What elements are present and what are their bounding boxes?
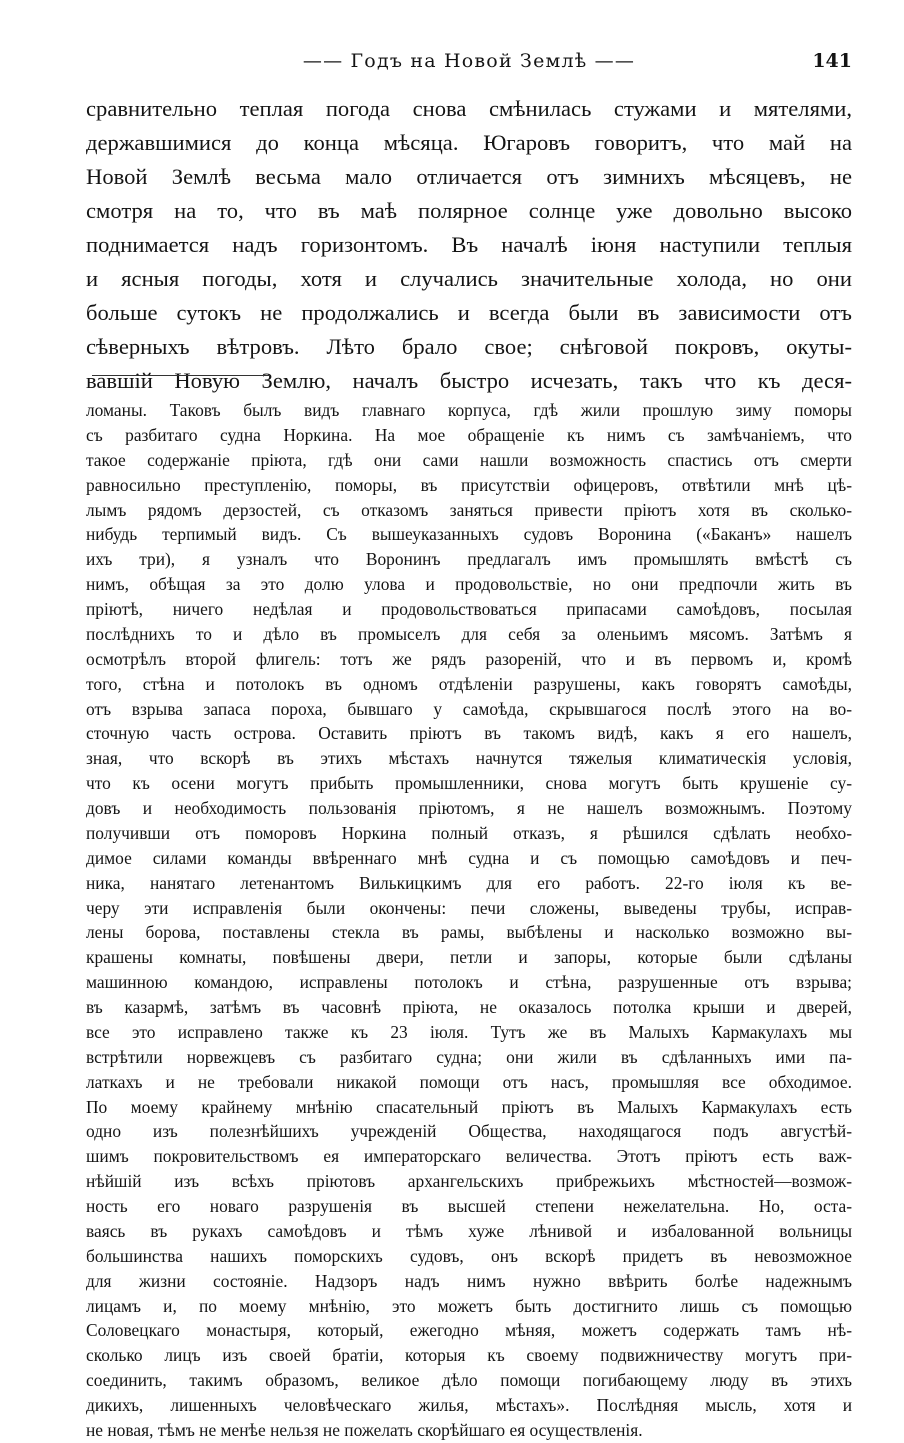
footnote-line: ломаны. Таковъ былъ видъ главнаго корпуса, гдѣ жили прошлую зиму поморы [86,400,852,420]
page-number: 141 [812,50,852,72]
main-text-line: смотря на то, что въ маѣ полярное солнце уже довольно высоко [86,198,852,223]
running-title: —— Годъ на Новой Землѣ —— [302,50,636,72]
footnote-line: черу эти исправленія были окончены: печи сложены, выведены трубы, исправ- [86,897,852,918]
footnote-line: нибудь терпимый видъ. Съ вышеуказанныхъ судовъ Воронина («Баканъ» нашелъ [86,524,852,545]
footnote-line: крашены комнаты, повѣшены двери, петли и запоры, которые были сдѣланы [86,947,852,968]
footnote-line: лицамъ и, по моему мнѣнію, это можетъ быть достигнито лишь съ помощью [86,1295,852,1316]
footnote-line: послѣднихъ то и дѣло въ промыселъ для себя за оленьимъ мясомъ. Затѣмъ я [86,623,852,644]
main-text-line: больше сутокъ не продолжались и всегда были въ зависимости отъ [86,300,852,325]
footnote-line: латкахъ и не требовали никакой помощи отъ насъ, промышляя все обходимое. [86,1071,852,1092]
footnote-line: съ разбитаго судна Норкина. На мое обращеніе къ нимъ съ замѣчаніемъ, что [86,424,852,445]
footnote-line: зная, что вскорѣ въ этихъ мѣстахъ начнутся тяжелыя климатическія условія, [86,748,852,769]
footnote-line: что къ осени могутъ прибыть промышленники, снова могутъ быть крушеніе су- [86,773,852,794]
footnote-line: для жизни состояніе. Надзоръ надъ нимъ нужно ввѣрить болѣе надежнымъ [86,1270,852,1291]
main-text-line: Новой Землѣ весьма мало отличается отъ зимнихъ мѣсяцевъ, не [86,164,852,189]
footnote-line: въ казармѣ, затѣмъ въ часовнѣ пріюта, не оказалось потолка крыши и дверей, [86,997,852,1017]
footnote-line: получивши отъ поморовъ Норкина полный отказъ, я рѣшился сдѣлать необхо- [86,822,852,843]
footnote-line: того, стѣна и потолокъ въ одномъ отдѣленіи разрушены, какъ говорятъ самоѣды, [86,673,852,694]
footnote-line: отъ взрыва запаса пороха, бывшаго у самоѣда, скрывшагося послѣ этого на во- [86,698,852,719]
footnote-line: сточную часть острова. Оставить пріютъ въ такомъ видѣ, какъ я его нашелъ, [86,723,852,744]
main-text-line: сравнительно теплая погода снова смѣнилась стужами и мятелями, [86,96,852,121]
footnote-line: осмотрѣлъ второй флигель: тотъ же рядъ разореній, что и въ первомъ и, кромѣ [86,648,852,669]
footnote-line: нѣйшій изъ всѣхъ пріютовъ архангельскихъ прибрежьихъ мѣстностей—возмож- [86,1171,852,1192]
footnote-line: дикихъ, лишенныхъ человѣческаго жилья, мѣстахъ». Послѣдняя мысль, хотя и [86,1395,852,1415]
footnote-line: встрѣтили норвежцевъ съ разбитаго судна; они жили въ сдѣланныхъ ими па- [86,1046,852,1067]
footnote-line: лымъ рядомъ дерзостей, съ отказомъ заняться привести пріютъ хотя въ сколько- [86,499,852,520]
footnote-line: одно изъ полезнѣйшихъ учрежденій Общества, находящагося подъ августѣй- [86,1121,852,1142]
footnote-line: нимъ, обѣщая за это долю улова и продовольствіе, но они предпочли жить въ [86,574,852,595]
main-text-line: вавшій Новую Землю, началъ быстро исчезать, такъ что къ деся- [86,368,852,393]
footnote-line: По моему крайнему мнѣнію спасательный пріютъ въ Малыхъ Кармакулахъ есть [86,1096,852,1117]
main-text-line: сѣверныхъ вѣтровъ. Лѣто брало свое; снѣговой покровъ, окуты- [86,334,852,359]
footnote-line: соединить, такимъ образомъ, великое дѣло помощи погибающему люду въ этихъ [86,1370,852,1391]
footnote-separator [92,375,270,376]
footnote-line: ихъ три), я узналъ что Воронинъ предлагалъ имъ промышлять вмѣстѣ съ [86,549,852,570]
footnote-line: ность его новаго разрушенія въ высшей степени нежелательна. Но, оста- [86,1196,852,1216]
footnote-line: все это исправлено также къ 23 іюля. Тутъ же въ Малыхъ Кармакулахъ мы [86,1021,852,1042]
footnote-line: ваясь въ рукахъ самоѣдовъ и тѣмъ хуже лѣнивой и избалованной вольницы [86,1220,852,1241]
footnote-line: лены борова, поставлены стекла въ рамы, выбѣлены и насколько возможно вы- [86,922,852,943]
running-header [86,50,852,80]
footnote-line: Соловецкаго монастыря, который, ежегодно мѣняя, можетъ содержать тамъ нѣ- [86,1320,852,1341]
footnote-line: шимъ покровительствомъ ея императорскаго величества. Этотъ пріютъ есть важ- [86,1146,852,1167]
footnote-line: такое содержаніе пріюта, гдѣ они сами нашли возможность спастись отъ смерти [86,449,852,470]
footnote-line: машинною командою, исправлены потолокъ и стѣна, разрушенные отъ взрыва; [86,972,852,993]
footnote-line: димое силами команды ввѣреннаго мнѣ судна и съ помощью самоѣдовъ и печ- [86,847,852,868]
footnote-line: равносильно преступленію, поморы, въ присутствіи офицеровъ, отвѣтили мнѣ цѣ- [86,474,852,495]
main-text-line: и ясныя погоды, хотя и случались значительные холода, но они [86,266,852,291]
footnote-line: довъ и необходимость пользованія пріютомъ, я не нашелъ возможнымъ. Поэтому [86,798,852,818]
main-text-line: державшимися до конца мѣсяца. Югаровъ говоритъ, что май на [86,130,852,155]
main-text-block [86,92,852,398]
footnote-line: сколько лицъ изъ своей братіи, которыя къ своему подвижничеству могутъ при- [86,1345,852,1366]
footnote-line: не новая, тѣмъ не менѣе нельзя не пожелать скорѣйшаго ея осуществленія. [86,1419,643,1440]
footnote-line: большинства нашихъ поморскихъ судовъ, онъ вскорѣ придетъ въ невозможное [86,1245,852,1266]
footnote-line: пріютѣ, ничего недѣлая и продовольствоваться припасами самоѣдовъ, посылая [86,599,852,619]
footnote-line: ника, нанятаго летенантомъ Вилькицкимъ для его работъ. 22-го іюля къ ве- [86,872,852,893]
footnote-block [86,398,852,1443]
main-text-line: поднимается надъ горизонтомъ. Въ началѣ іюня наступили теплыя [86,232,852,257]
